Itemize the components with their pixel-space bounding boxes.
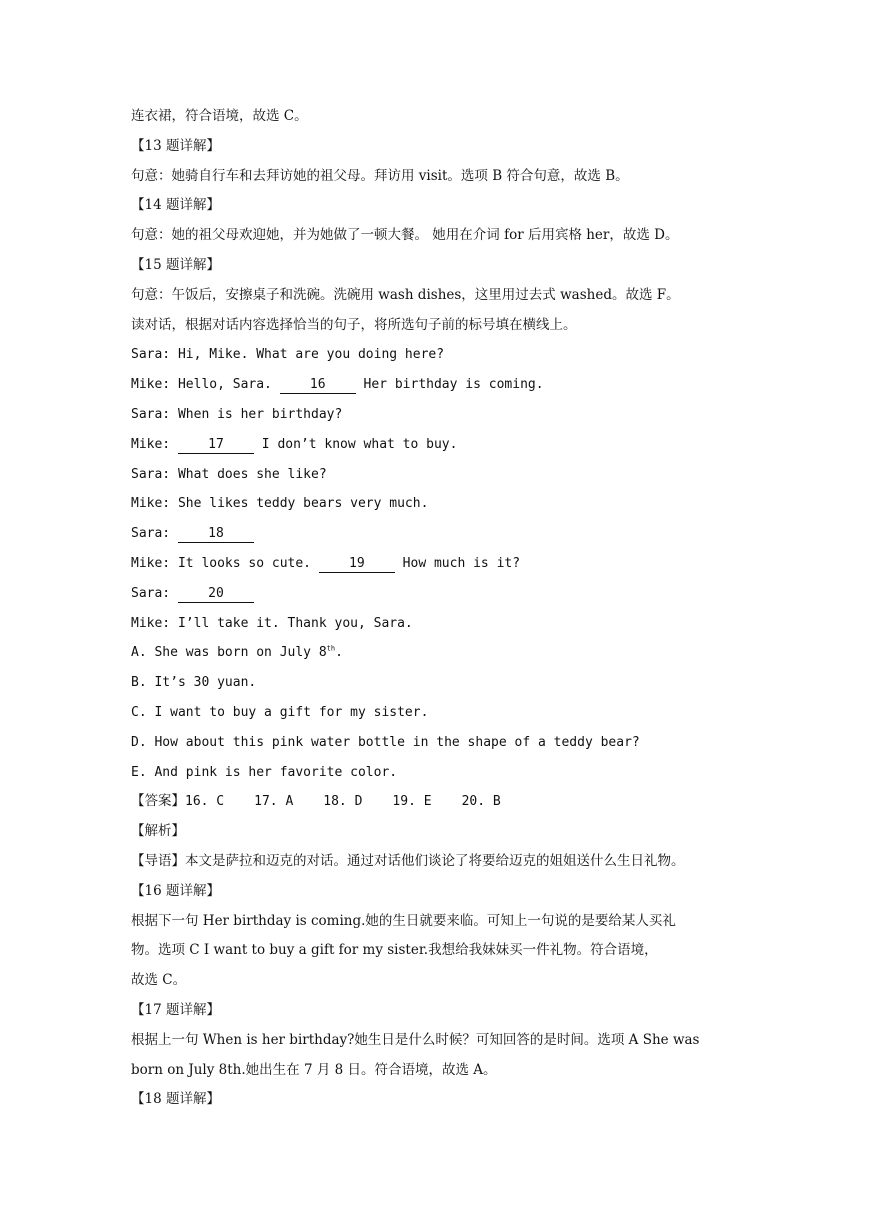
dialogue-line-2-pre: Mike: Hello, Sara. — [131, 377, 280, 393]
dialogue-line-10: Mike: I’ll take it. Thank you, Sara. — [131, 615, 413, 631]
answer-label: 【答案】 — [131, 793, 185, 810]
dialogue-line-6: Mike: She likes teddy bears very much. — [131, 496, 429, 512]
q18-heading: 【18 题详解】 — [131, 1091, 220, 1108]
option-d: D. How about this pink water bottle in the shape of a teddy bear? — [131, 734, 640, 750]
intro-line: 连衣裙，符合语境，故选 C。 — [131, 108, 308, 124]
answer-20: 20. B — [461, 794, 501, 810]
q14-heading: 【14 题详解】 — [131, 197, 220, 214]
dialogue-line-8-pre: Mike: It looks so cute. — [131, 555, 319, 571]
blank-16: 16 — [280, 377, 356, 394]
dialogue-line-2 — [131, 370, 741, 400]
dialogue-line-5: Sara: What does she like? — [131, 466, 327, 482]
q17-line-2: born on July 8th.她出生在 7 月 8 日。符合语境，故选 A。 — [131, 1061, 497, 1078]
option-a — [131, 638, 741, 668]
q16-line-1: 根据下一句 Her birthday is coming.她的生日就要来临。可知上一句说的是要给某人买礼 — [131, 912, 676, 929]
answer-17: 17. A — [254, 794, 294, 810]
dialogue-line-9 — [131, 579, 741, 609]
q13-heading: 【13 题详解】 — [131, 137, 220, 154]
analysis-heading: 【解析】 — [131, 823, 185, 840]
q16-line-3: 故选 C。 — [131, 972, 187, 989]
dialogue-line-2-post: Her birthday is coming. — [355, 377, 544, 393]
q16-heading: 【16 题详解】 — [131, 882, 220, 899]
dialogue-line-7 — [131, 519, 741, 549]
dialogue-line-8-post: How much is it? — [394, 555, 521, 571]
dialogue-line-4 — [131, 430, 741, 460]
dialogue-line-3: Sara: When is her birthday? — [131, 406, 343, 422]
answer-16: 16. C — [185, 794, 225, 810]
option-a-end: . — [335, 645, 343, 661]
option-e: E. And pink is her favorite color. — [131, 764, 398, 780]
q16-line-2: 物。选项 C I want to buy a gift for my sister.我想给我妹妹买一件礼物。符合语境， — [131, 942, 658, 959]
option-a-text: A. She was born on July 8 — [131, 645, 327, 661]
answer-line — [131, 787, 741, 817]
dialogue-line-8 — [131, 549, 741, 579]
q15-heading: 【15 题详解】 — [131, 256, 220, 273]
dialogue-line-4-pre: Mike: — [131, 436, 178, 452]
option-c: C. I want to buy a gift for my sister. — [131, 704, 429, 720]
dialogue-line-1: Sara: Hi, Mike. What are you doing here? — [131, 347, 445, 363]
q14-text: 句意：她的祖父母欢迎她，并为她做了一顿大餐。 她用在介词 for 后用宾格 her，故选 D。 — [131, 227, 679, 244]
q13-text: 句意：她骑自行车和去拜访她的祖父母。拜访用 visit。选项 B 符合句意，故选 B。 — [131, 167, 629, 184]
answer-19: 19. E — [392, 794, 432, 810]
blank-17: 17 — [178, 437, 254, 454]
blank-20: 20 — [178, 586, 254, 603]
document-body — [131, 102, 741, 1115]
dialogue-line-4-post: I don’t know what to buy. — [253, 436, 458, 452]
dialogue-line-7-pre: Sara: — [131, 526, 178, 542]
instruction-text: 读对话，根据对话内容选择恰当的句子，将所选句子前的标号填在横线上。 — [131, 316, 577, 333]
guide-text: 【导语】本文是萨拉和迈克的对话。通过对话他们谈论了将要给迈克的姐姐送什么生日礼物。 — [131, 852, 685, 869]
dialogue-line-9-pre: Sara: — [131, 585, 178, 601]
q17-line-1: 根据上一句 When is her birthday?她生日是什么时候？可知回答的是时间。选项 A She was — [131, 1031, 700, 1048]
option-b: B. It’s 30 yuan. — [131, 675, 257, 691]
q17-heading: 【17 题详解】 — [131, 1001, 220, 1018]
q15-text: 句意：午饭后，安擦桌子和洗碗。洗碗用 wash dishes，这里用过去式 washed。故选 F。 — [131, 286, 680, 303]
option-a-superscript: th — [326, 645, 336, 654]
blank-18: 18 — [178, 526, 254, 543]
blank-19: 19 — [319, 556, 395, 573]
answer-18: 18. D — [323, 794, 363, 810]
